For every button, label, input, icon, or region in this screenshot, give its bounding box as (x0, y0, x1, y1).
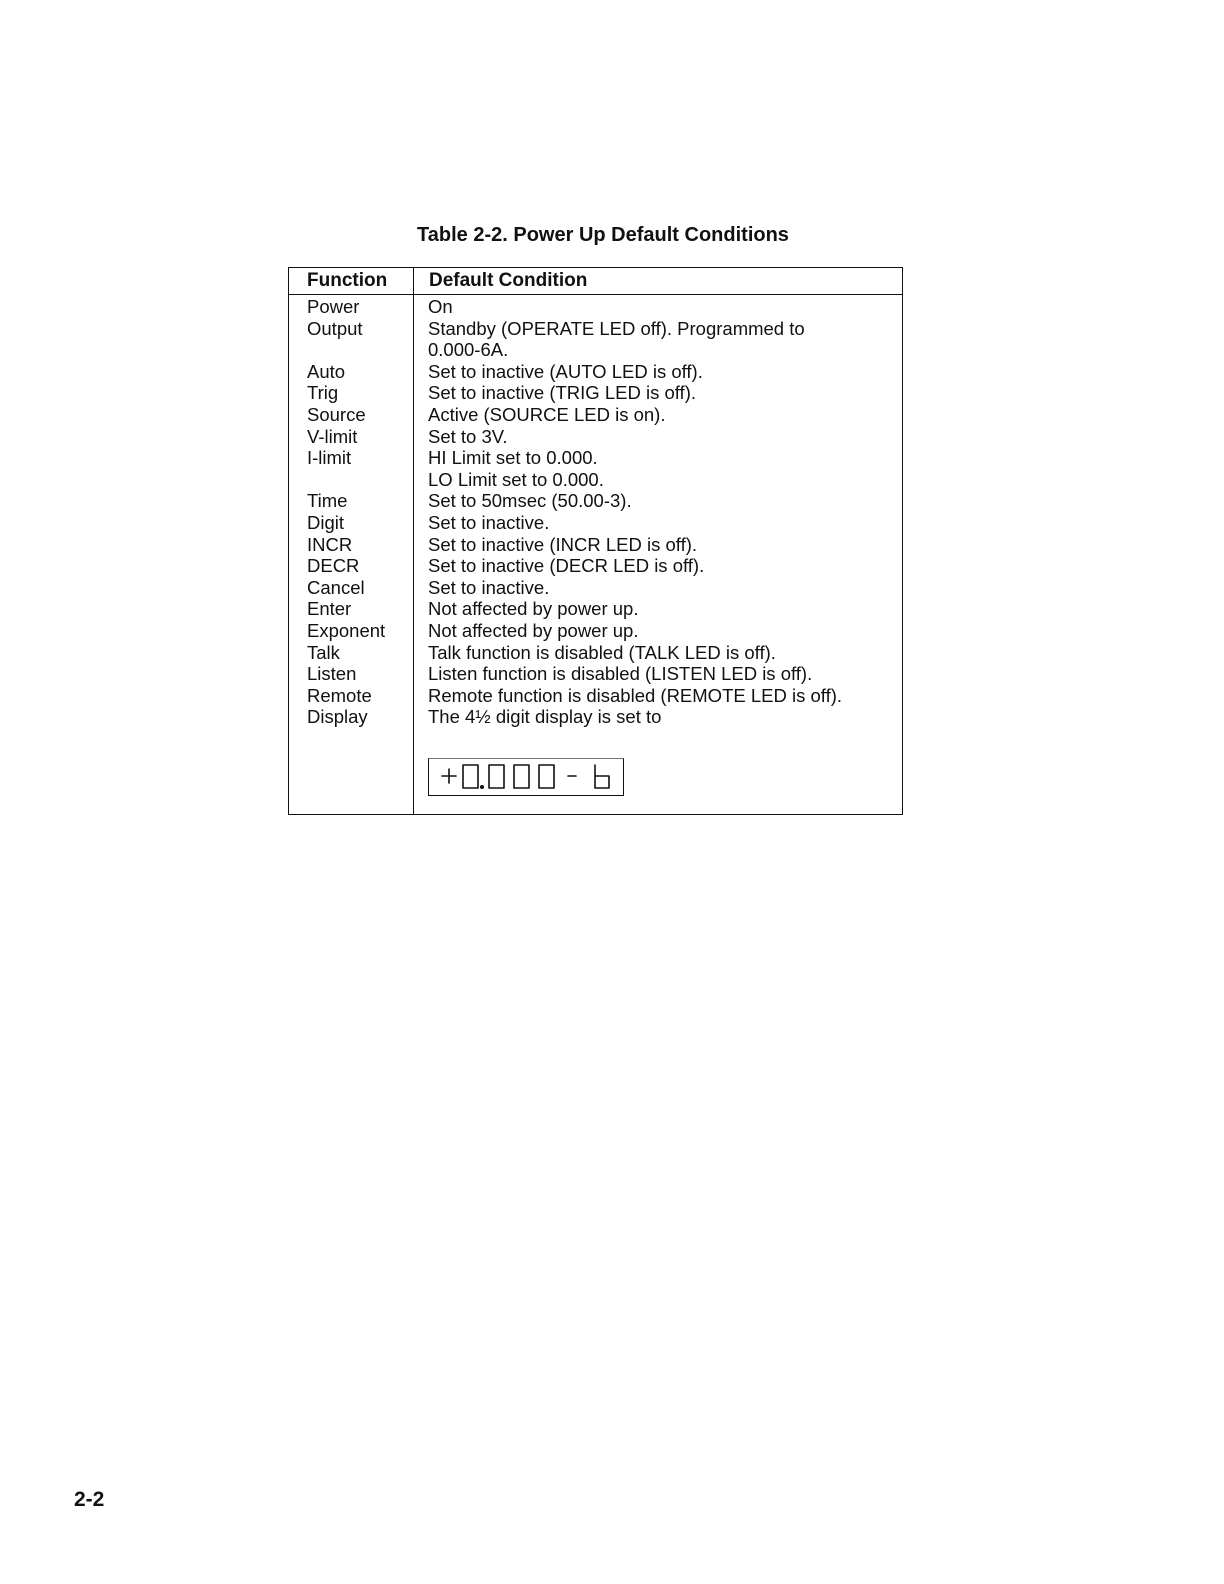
condition-cell: Not affected by power up. (428, 598, 639, 620)
seven-segment-display (428, 758, 624, 796)
condition-cell: Talk function is disabled (TALK LED is off). (428, 641, 776, 663)
condition-cell: Set to inactive (TRIG LED is off). (428, 382, 696, 404)
condition-cell: Set to inactive. (428, 576, 550, 598)
condition-cell: Set to 3V. (428, 425, 508, 447)
function-cell: Trig (307, 382, 339, 404)
function-cell: INCR (307, 533, 353, 555)
function-cell: DECR (307, 555, 360, 577)
function-cell: Remote (307, 684, 372, 706)
function-cell: V-limit (307, 425, 358, 447)
condition-cell: LO Limit set to 0.000. (428, 468, 604, 490)
page-number: 2-2 (74, 1488, 105, 1511)
digit-six (595, 765, 609, 788)
function-cell: Time (307, 490, 348, 512)
digit-zero (463, 765, 478, 788)
condition-cell: Listen function is disabled (LISTEN LED is off). (428, 663, 813, 685)
header-rule (289, 294, 902, 295)
condition-cell: On (428, 296, 453, 317)
function-cell: I-limit (307, 447, 352, 469)
condition-column (428, 296, 842, 728)
function-cell: Talk (307, 641, 340, 663)
column-header-condition: Default Condition (429, 270, 588, 291)
condition-cell: Set to 50msec (50.00-3). (428, 490, 632, 512)
function-cell: Exponent (307, 619, 386, 641)
condition-cell: Remote function is disabled (REMOTE LED is off). (428, 684, 843, 706)
condition-cell: 0.000-6A. (428, 339, 509, 361)
function-cell: Listen (307, 663, 357, 685)
function-cell: Enter (307, 598, 352, 620)
condition-cell: Active (SOURCE LED is on). (428, 403, 666, 425)
condition-cell: Set to inactive (AUTO LED is off). (428, 360, 703, 382)
plus-sign (442, 769, 456, 783)
condition-cell: Not affected by power up. (428, 619, 639, 641)
condition-cell: Set to inactive (INCR LED is off). (428, 533, 698, 555)
table-caption: Table 2-2. Power Up Default Conditions (417, 224, 789, 246)
function-cell: Auto (307, 360, 346, 382)
digit-zero (514, 765, 529, 788)
condition-cell: Set to inactive (DECR LED is off). (428, 555, 705, 577)
function-cell: Display (307, 706, 368, 728)
function-cell: Digit (307, 511, 345, 533)
condition-cell: Set to inactive. (428, 511, 550, 533)
condition-cell: The 4½ digit display is set to (428, 706, 662, 728)
function-cell (307, 339, 385, 361)
condition-cell: Standby (OPERATE LED off). Programmed to (428, 317, 805, 339)
condition-cell: HI Limit set to 0.000. (428, 447, 598, 469)
function-cell: Power (307, 296, 360, 317)
function-cell: Output (307, 317, 363, 339)
column-header-function: Function (307, 270, 388, 291)
function-column (307, 296, 385, 728)
column-divider (413, 268, 414, 814)
function-cell (307, 469, 385, 491)
digit-zero (489, 765, 504, 788)
default-conditions-table (288, 267, 903, 815)
digit-zero (539, 765, 554, 788)
function-cell: Source (307, 403, 366, 425)
function-cell: Cancel (307, 576, 365, 598)
decimal-point (481, 786, 483, 788)
